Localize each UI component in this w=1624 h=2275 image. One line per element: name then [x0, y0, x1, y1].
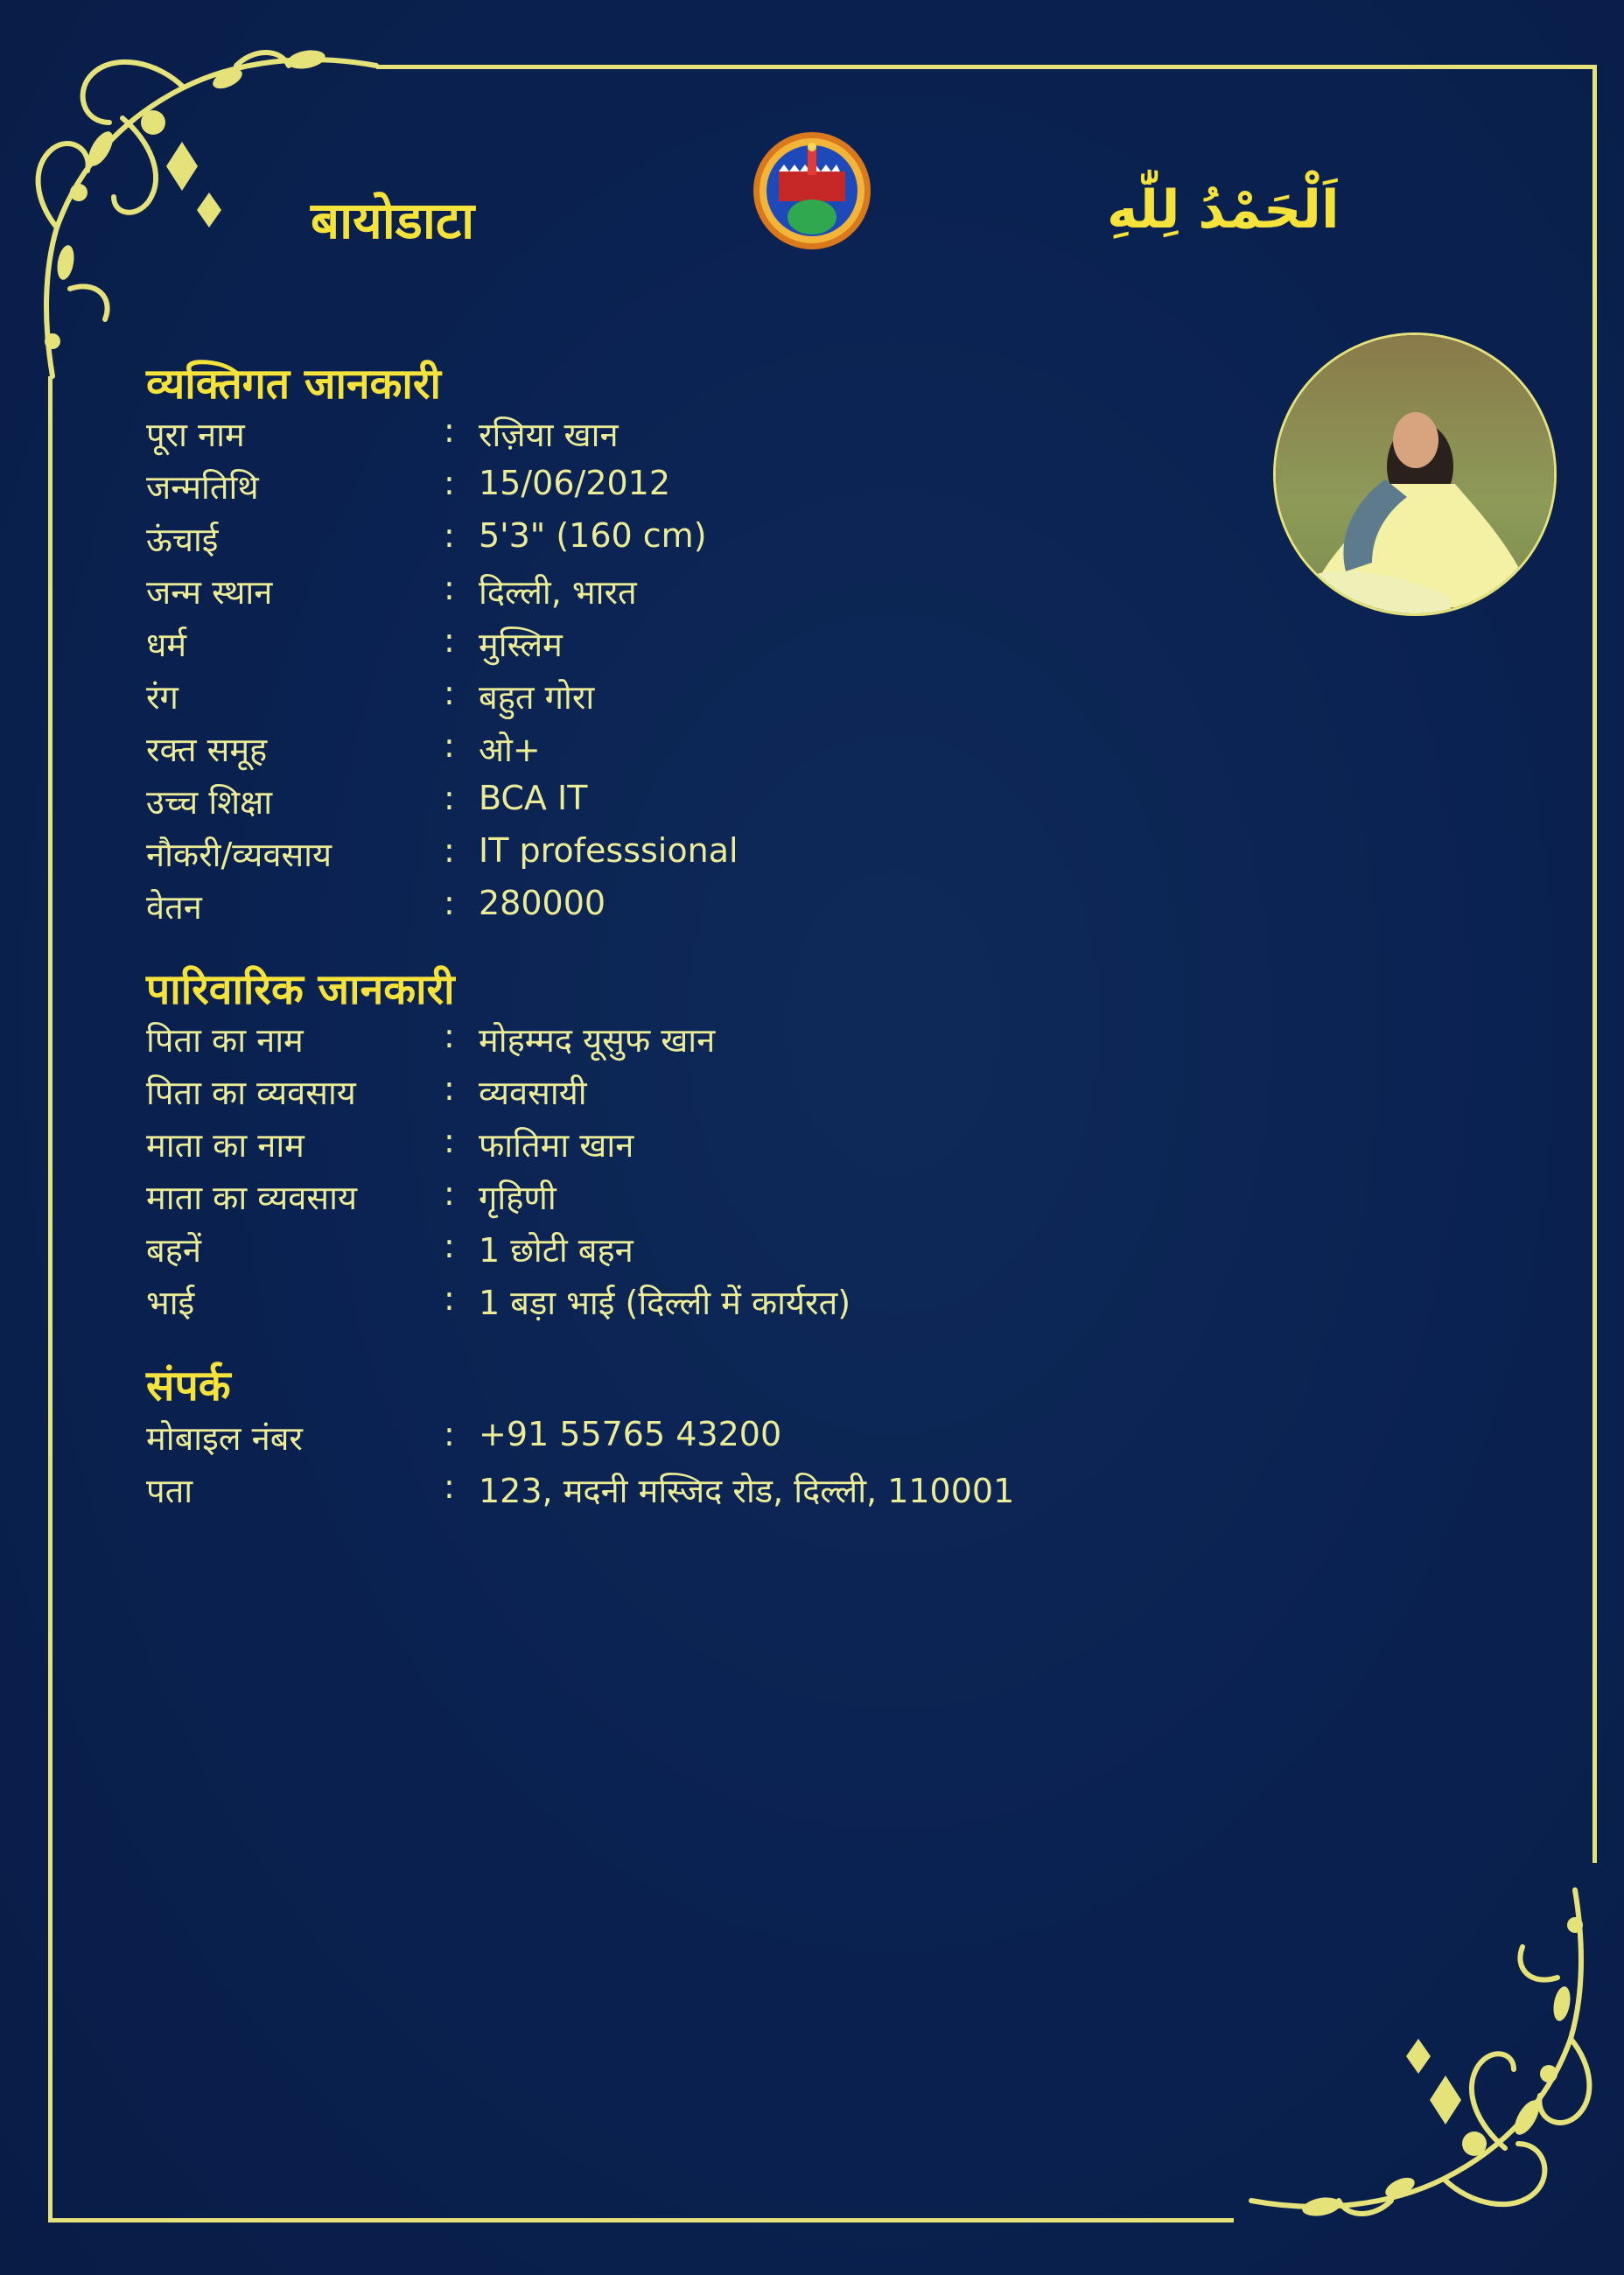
row-value: ओ+: [479, 731, 541, 769]
row-value: IT professsional: [479, 831, 738, 870]
row-label: बहनें: [146, 1231, 201, 1270]
border-bottom: [48, 2218, 1234, 2222]
row-label: धर्म: [146, 626, 187, 664]
profile-photo: [1273, 332, 1557, 616]
arabic-title: اَلْحَمْدُ لِلّٰهِ: [1107, 179, 1340, 241]
section-title-personal: व्यक्तिगत जानकारी: [146, 360, 441, 409]
row-value: रज़िया खान: [479, 416, 619, 454]
row-value: दिल्ली, भारत: [479, 573, 637, 612]
border-left: [48, 376, 52, 2222]
border-top: [376, 65, 1597, 69]
row-label: मोबाइल नंबर: [146, 1419, 303, 1458]
row-label: वेतन: [146, 888, 202, 927]
section-title-family: पारिवारिक जानकारी: [146, 965, 455, 1014]
row-label: रंग: [146, 678, 178, 717]
row-value: 123, मदनी मस्जिद रोड, दिल्ली, 110001: [479, 1472, 1015, 1510]
row-value: मोहम्मद यूसुफ खान: [479, 1021, 716, 1060]
section-title-contact: संपर्क: [146, 1362, 231, 1410]
row-value: बहुत गोरा: [479, 678, 595, 717]
row-separator: :: [444, 1017, 455, 1055]
row-separator: :: [444, 1069, 455, 1108]
row-value: 1 बड़ा भाई (दिल्ली में कार्यरत): [479, 1284, 851, 1322]
row-value: +91 55765 43200: [479, 1415, 782, 1453]
row-separator: :: [444, 1174, 455, 1213]
row-separator: :: [444, 1279, 455, 1318]
row-value: मुस्लिम: [479, 626, 563, 664]
row-separator: :: [444, 516, 455, 555]
row-label: उच्च शिक्षा: [146, 783, 273, 822]
row-separator: :: [444, 726, 455, 765]
row-value: व्यवसायी: [479, 1074, 587, 1112]
row-label: जन्मतिथि: [146, 468, 259, 507]
row-separator: :: [444, 779, 455, 817]
row-separator: :: [444, 831, 455, 870]
row-label: पता: [146, 1472, 193, 1510]
row-separator: :: [444, 1415, 455, 1453]
row-label: जन्म स्थान: [146, 573, 273, 612]
emblem-icon: [751, 130, 873, 252]
floral-corner-ornament-bottom-right: [1242, 1872, 1610, 2240]
row-value: 1 छोटी बहन: [479, 1231, 634, 1270]
row-separator: :: [444, 1227, 455, 1265]
page-title: बायोडाटा: [311, 191, 475, 250]
row-label: भाई: [146, 1284, 195, 1322]
row-label: माता का व्यवसाय: [146, 1179, 357, 1217]
row-separator: :: [444, 674, 455, 712]
row-label: पिता का नाम: [146, 1021, 304, 1060]
row-separator: :: [444, 621, 455, 660]
row-separator: :: [444, 1122, 455, 1160]
row-label: पूरा नाम: [146, 416, 245, 454]
border-right: [1592, 65, 1597, 1863]
row-separator: :: [444, 884, 455, 922]
row-separator: :: [444, 411, 455, 450]
row-label: ऊंचाई: [146, 521, 219, 559]
row-separator: :: [444, 569, 455, 607]
row-value: 280000: [479, 884, 606, 922]
row-value: फातिमा खान: [479, 1126, 634, 1165]
row-label: रक्त समूह: [146, 731, 268, 769]
row-value: BCA IT: [479, 779, 588, 817]
row-value: 15/06/2012: [479, 464, 671, 502]
row-separator: :: [444, 464, 455, 502]
row-value: 5'3" (160 cm): [479, 516, 707, 555]
row-separator: :: [444, 1467, 455, 1506]
row-label: नौकरी/व्यवसाय: [146, 836, 332, 874]
row-label: माता का नाम: [146, 1126, 304, 1165]
row-label: पिता का व्यवसाय: [146, 1074, 356, 1112]
row-value: गृहिणी: [479, 1179, 556, 1217]
